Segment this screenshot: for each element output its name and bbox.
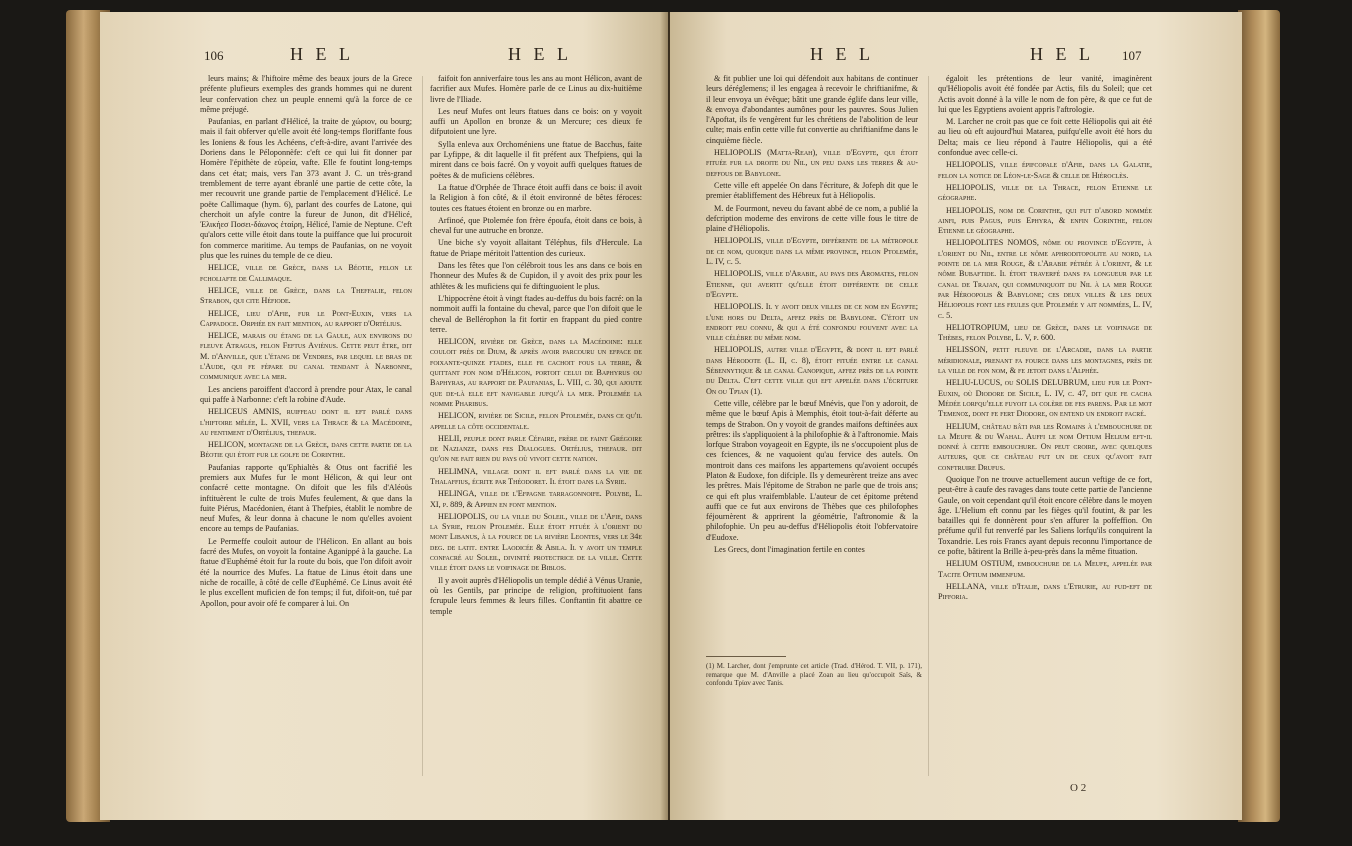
paragraph: leurs mains; & l'hiftoire même des beaux jours de la Grece préfente plufieurs exemples des grands hommes qui ne durent leur confervation chez un peuple ennemi qu'à la force de ce même préjugé. <box>200 74 412 114</box>
dictionary-entry: HELIOPOLIS, ou la ville du Soleil, ville de l'Afie, dans la Syrie, felon Ptolemée. Elle étoit fituée à l'orient du mont Libanus, à la fource de la rivière Leontes, vers le 34e deg. de latit. entre Laodicée & Abila. Il y avoit un temple confacré au Soleil, divinité protectrice de la ville. Cette ville étoit dans le voifinage de Biblos. <box>430 511 642 573</box>
left-running-head-2: H E L <box>508 44 572 64</box>
paragraph: M. de Fourmont, neveu du favant abbé de ce nom, a publié la defcription moderne des environs de cette ville fous le titre de plaine d'Héliopolis. <box>706 203 918 234</box>
dictionary-entry: HELIOPOLIS, nom de Corinthe, qui fut d'abord nommée ainfi, puis Pagus, puis Ephyra, & enfin Corinthe, felon Etienne le géographe. <box>938 205 1152 236</box>
left-column-2 <box>430 74 642 778</box>
left-page-number: 106 <box>204 48 224 63</box>
paragraph: Il y avoit auprès d'Héliopolis un temple dédié à Vénus Uranie, où les Gentils, par principe de religion, proftituoient fans fcrupule leurs femmes & leurs filles. Conftantin fit abattre ce temple <box>430 575 642 616</box>
dictionary-entry: HELISSON, petit fleuve de l'Arcadie, dans la partie méridionale, prenant fa fource dans les montagnes, près de la ville de fon nom, & fe jetoit dans l'Alphée. <box>938 345 1152 376</box>
paragraph: Paufanias rapporte qu'Ephialtès & Otus ont facrifié les premiers aux Mufes fur le mont Hélicon, & qui leur ont confacré cette montagne. On difoit que les fils d'Aléoüs inftituèrent le culte de trois Mufes feulement, & que dans la fuite Piérus, Macédonien, étant à Thefpies, établit le nombre de neuf Mufes, & leur donna à chacune le nom qu'elles avoient encore au temps de Paufanias. <box>200 462 412 534</box>
paragraph: Paufanias, en parlant d'Hélicé, la traite de χώριον, ou bourg; mais il fait obferver qu'elle avoit été long-temps floriffante fous les Ioniens & fous les Achéens, c'eft-à-dire, avant l'arrivée des Doriens dans le Péloponnèfe: c'eft ce qui lui fit donner par Homère l'épithète de εὐρεία, vafte. Elle fe foutint long-temps dans cet état; mais, vers l'an 373 avant J. C. un très-grand tremblement de terre ayant ébranlé une partie de cette côte, la mer recouvrit une grande partie de l'emplacement d'Hélicé. Le poëte Callimaque (hym. 6), parlant des courfes de Latone, qui cherchoit un afyle contre la fureur de Junon, dit d'Hélicé, Ἑλικήεσ Ποσει-δάωνος ἑταίρη, Hélicé, l'amie de Neptune. C'eft qu'alors cette ville étoit dans toute la puiffance que lui procuroit fon commerce maritime. Au temps de Paufanias, on ne voyoit plus que les ruines du temple de ce dieu. <box>200 117 412 261</box>
right-running-head-2: H E L <box>1030 44 1094 64</box>
dictionary-entry: HELIOPOLIS. Il y avoit deux villes de ce nom en Egypte; l'une hors du Delta, affez près de Babylone. C'étoit un endroit peu connu, & qui a été confondu fouvent avec la ville célèbre du même nom. <box>706 302 918 343</box>
dictionary-entry: HELICE, ville de Grèce, dans la Theffalie, felon Strabon, qui cite Héfiode. <box>200 285 412 306</box>
paragraph: L'hippocrène étoit à vingt ftades au-deffus du bois facré: on la nommoit auffi la fontaine du cheval, parce que l'on difoit que le cheval de Bellérophon la fit fortir en frappant du pied contre terre. <box>430 293 642 334</box>
dictionary-entry: HELICON, rivière de Sicile, felon Ptolemée, dans ce qu'il appelle la côte occidentale. <box>430 411 642 431</box>
signature-mark: O 2 <box>1070 782 1087 794</box>
dictionary-entry: HELIUM OSTIUM, embouchure de la Meufe, appelée par Tacite Oftium immenfum. <box>938 559 1152 579</box>
dictionary-entry: HELIOPOLIS, ville épifcopale d'Afie, dans la Galatie, felon la notice de Léon-le-Sage & celle de Hiéroclès. <box>938 160 1152 180</box>
left-page <box>100 12 668 820</box>
paragraph: faifoit fon anniverfaire tous les ans au mont Hélicon, avant de facrifier aux Mufes. Homère parle de ce Linus au dix-huitième livre de l'Iliade. <box>430 74 642 104</box>
dictionary-entry: HELIOPOLIS (Matta-Reah), ville d'Egypte, qui étoit fituée fur la droite du Nil, un peu dans les terres & au-deffous de Babylone. <box>706 148 918 178</box>
paragraph: M. Larcher ne croit pas que ce foit cette Héliopolis qui ait été au lieu où eft aujourd'hui Matarea, puifqu'elle avoit été hors du Delta; mais ce lieu répond à l'autre Héliopolis, qui a été confondue avec celle-ci. <box>938 117 1152 158</box>
paragraph: Les Grecs, dont l'imagination fertile en contes <box>714 545 865 555</box>
footnote: (1) M. Larcher, dont j'emprunte cet article (Trad. d'Hérod. T. VII, p. 171), remarque que M. d'Anville a placé Zoan au lieu qu'occupoit Saïs, & confondu Τρίαν avec Tanis. <box>706 662 922 688</box>
paragraph: Une biche s'y voyoit allaitant Téléphus, fils d'Hercule. La ftatue de Priape méritoit l'attention des curieux. <box>430 238 642 258</box>
column-divider <box>422 76 423 776</box>
dictionary-entry: HELINGA, ville de l'Efpagne tarragonnoife. Polybe, L. XI, p. 889, & Appien en font mention. <box>430 489 642 509</box>
dictionary-entry: HELIU-LUCUS, ou SOLIS DELUBRUM, lieu fur le Pont-Euxin, où Diodore de Sicile, L. IV, c. 47, dit que fe cacha Médée lorfqu'elle fuyoit la colère de fes parens. Par le mot Τέμενος, dont fe fert Diodore, on entend un endroit facré. <box>938 378 1152 419</box>
dictionary-entry: HELICON, rivière de Grèce, dans la Macédoine: elle couloit près de Dium, & après avoir parcouru un efpace de foixante-quinze ftades, elle fe cachoit fous la terre, & quittant fon nom d'Hélicon, portoit celui de Baphyrus ou Baphyras, au rapport de Paufanias, L. VIII, c. 30, qui ajoute que de-là elle eft navigable jufqu'à la mer. Ptolemée la nomme Pharibus. <box>430 337 642 408</box>
dictionary-entry: HELLANA, ville d'Italie, dans l'Etrurie, au fud-eft de Pifforia. <box>938 581 1152 602</box>
paragraph: Les anciens paroiffent d'accord à prendre pour Atax, le canal qui paffe à Narbonne: c'eft la robine d'Aude. <box>200 384 412 404</box>
dictionary-entry: HELIOPOLIS, ville d'Egypte, différente de la métropole de ce nom, quoique dans la même province, felon Ptolemée, L. IV, c. 5. <box>706 236 918 267</box>
dictionary-entry: HELIUM, château bâti par les Romains à l'embouchure de la Meufe & du Wahal. Auffi le nom Oftium Helium eft-il donné à cette embouchure. On peut croire, avec quelques auteurs, que ce château fut un de ceux qu'avoit fait conftruire Drufus. <box>938 421 1152 472</box>
dictionary-entry: HELICEUS AMNIS, ruiffeau dont il eft parlé dans l'hiftoire mêlée, L. XVII, vers la Thrace & la Macédoine, au fentiment d'Ortélius, thefaur. <box>200 407 412 437</box>
paragraph: & fit publier une loi qui défendoit aux habitans de continuer leurs déréglemens; il les engagea à recevoir le chriftianifme, & il leur envoya un évêque; bâtit une grande églife dans leur ville, & envoya d'abondantes aumônes pour les pauvres. Sous Julien l'Apoftat, ils fe vengèrent fur les chrétiens de l'abolition de leur culte; mais enfin cette ville fut convertie au chriftianifme dans le cinquième fiècle. <box>706 74 918 145</box>
paragraph: Cette ville, célèbre par le bœuf Mnévis, que l'on y adoroit, de même que le bœuf Apis à Memphis, étoit tout-à-fait déferte au temps de Strabon. On y voyoit de grandes maifons deftinées aux prêtres: ils s'appliquoient à la philofophie & à l'aftronomie. Mais lorfque Strabon voyageoit en Egypte, ils ne s'occupoient plus de ces fciences, & ne vaquoient qu'au fervice des autels. On montroit dans ces maifons les appartemens qu'avoient occupés Platon & Eudoxe, fon difciple. Ils y demeurèrent treize ans avec les prêtres. Mais l'épitome de Strabon ne parle que de trois ans; ce qui eft plus vraifemblable. L'auteur de cet épitome prétend auffi que ce fut aux environs de Thèbes que ces philofophes féjournèrent & apprirent la géométrie, l'aftronomie & la philofophie. Un peu au-deffus d'Héliopolis étoit l'obfervatoire d'Eudoxe. <box>706 398 918 542</box>
dictionary-entry: HELICE, marais ou étang de la Gaule, aux environs du fleuve Atragus, felon Feftus Aviénus. Cette peut être, dit M. d'Anville, que l'étang de Vendres, par lequel le bras de l'Aude, qui fe fépare du canal tendant à Narbonne, communique avec la mer. <box>200 331 412 382</box>
column-divider <box>928 76 929 776</box>
dictionary-entry: HELICE, ville de Grèce, dans la Béotie, felon le fcholiafte de Callimaque. <box>200 263 412 283</box>
right-running-head-1: H E L <box>810 44 874 64</box>
paragraph: La ftatue d'Orphée de Thrace étoit auffi dans ce bois: il avoit la Religion à fon côté, & il étoit environné de bêtes féroces: toutes ces ftatues étoient en bronze ou en marbre. <box>430 182 642 213</box>
dictionary-entry: HELIOPOLIS, autre ville d'Egypte, & dont il eft parlé dans Hérodote (L. II, c. 8), étoit fituée entre le canal Sébennytique & le canal Canopique, affez près de la pointe du Delta. C'eft cette ville qui eft appelée dans l'écriture On ou Τρίαν (1). <box>706 345 918 396</box>
right-page-number: 107 <box>1122 48 1142 63</box>
dictionary-entry: HELII, peuple dont parle Céfaire, frère de faint Grégoire de Nazianze, dans fes Dialogues. Ortélius, thefaur. dit qu'on ne fait rien du pays où vivoit cette nation. <box>430 433 642 464</box>
right-column-1 <box>706 74 918 650</box>
right-page-edges <box>1238 10 1280 822</box>
dictionary-entry: HELIOTROPIUM, lieu de Grèce, dans le voifinage de Thèbes, felon Polybe, L. V, p. 600. <box>938 322 1152 343</box>
paragraph: égaloit les prétentions de leur vanité, imaginèrent qu'Héliopolis avoit été fondée par Actis, fils du Soleil; que cet Actis avoit donné à la ville le nom de fon père, & que ce fut de lui que les Egyptiens avoient appris l'aftrologie. <box>938 74 1152 114</box>
dictionary-entry: HELIOPOLIS, ville d'Arabie, au pays des Aromates, felon Etienne, qui avertit qu'elle étoit différente de celle d'Egypte. <box>706 269 918 299</box>
dictionary-entry: HELIOPOLIS, ville de la Thrace, felon Etienne le géographe. <box>938 182 1152 203</box>
paragraph: Le Permeffe couloit autour de l'Hélicon. En allant au bois facré des Mufes, on voyoit la fontaine Aganippé à la gauche. La ftatue d'Euphémé étoit fur la route du bois, que l'on difoit avoir été la nourrice des Mufes. La ftatue de Linus étoit dans une niche de rocaille, à côté de celle d'Euphémé. Ce Linus avoit été le plus excellent muficien de fon temps; il fut, difoit-on, tué par Apollon, pour avoir ofé fe comparer à lui. On <box>200 536 412 608</box>
dictionary-entry: HELIMNA, village dont il eft parlé dans la vie de Thalaffius, écrite par Théodoret. Il étoit dans la Syrie. <box>430 466 642 486</box>
paragraph: Arfinoé, que Ptolemée fon frère époufa, étoit dans ce bois, à cheval fur une autruche en bronze. <box>430 215 642 236</box>
right-column-2 <box>938 74 1152 778</box>
footnote-rule <box>706 656 786 657</box>
paragraph: Quoique l'on ne trouve actuellement aucun veftige de ce fort, peut-être à caufe des ravages dans toute cette partie de l'ancienne Gaule, on voit cependant qu'il étoit encore célèbre dans le moyen âge. L'Helium eft connu par les fièges qu'il foutint, & par les batailles qui fe donnèrent pour s'en affurer la poffeffion. On préfume qu'il fut renverfé par les Saliens lorfqu'ils conquirent la Toxandrie. Les rois Francs ayant depuis reconnu l'importance de ce pofte, bâtirent la Brille à-peu-près dans la même fituation. <box>938 474 1152 557</box>
right-page <box>670 12 1242 820</box>
paragraph: Cette ville eft appelée On dans l'écriture, & Jofeph dit que le premier établiffement des Hébreux fut à Héliopolis. <box>706 180 918 201</box>
paragraph: Les neuf Mufes ont leurs ftatues dans ce bois: on y voyoit auffi un Apollon en bronze & un Mercure; ces dieux fe difputoient une lyre. <box>430 106 642 137</box>
paragraph: Sylla enleva aux Orchoméniens une ftatue de Bacchus, faite par Lyfippe, & dit laquelle il fit préfent aux Thefpiens, qui la mirent dans ce bois facré. On y voyoit auffi quelques ftatues de poëtes & de muficiens célèbres. <box>430 139 642 180</box>
dictionary-entry: HELICE, lieu d'Afie, fur le Pont-Euxin, vers la Cappadoce. Orphée en fait mention, au rapport d'Ortélius. <box>200 308 412 328</box>
dictionary-entry: HELIOPOLITES NOMOS, nôme ou province d'Egypte, à l'orient du Nil, entre le nôme aphroditopolite au nord, la pointe de la mer Rouge, & l'Arabie pétrée à l'orient, & le nôme Bubaftide. Il étoit traverfé dans fa longueur par le canal de Trajan, qui communiquoit du Nil à la mer Rouge par Héroopolis & Babylone; ces deux villes & les deux Héliopolis font les feules que Ptolemée y ait nommées, L. IV, c. 5. <box>938 238 1152 320</box>
left-column-1 <box>200 74 412 778</box>
paragraph: Dans les fêtes que l'on célébroit tous les ans dans ce bois en l'honneur des Mufes & de Cupidon, il y avoit des prix pour les athlètes & les muficiens qui fe diftinguoient le plus. <box>430 261 642 291</box>
left-running-head-1: H E L <box>290 44 354 64</box>
dictionary-entry: HELICON, montagne de la Grèce, dans cette partie de la Béotie qui étoit fur le golfe de Corinthe. <box>200 440 412 460</box>
